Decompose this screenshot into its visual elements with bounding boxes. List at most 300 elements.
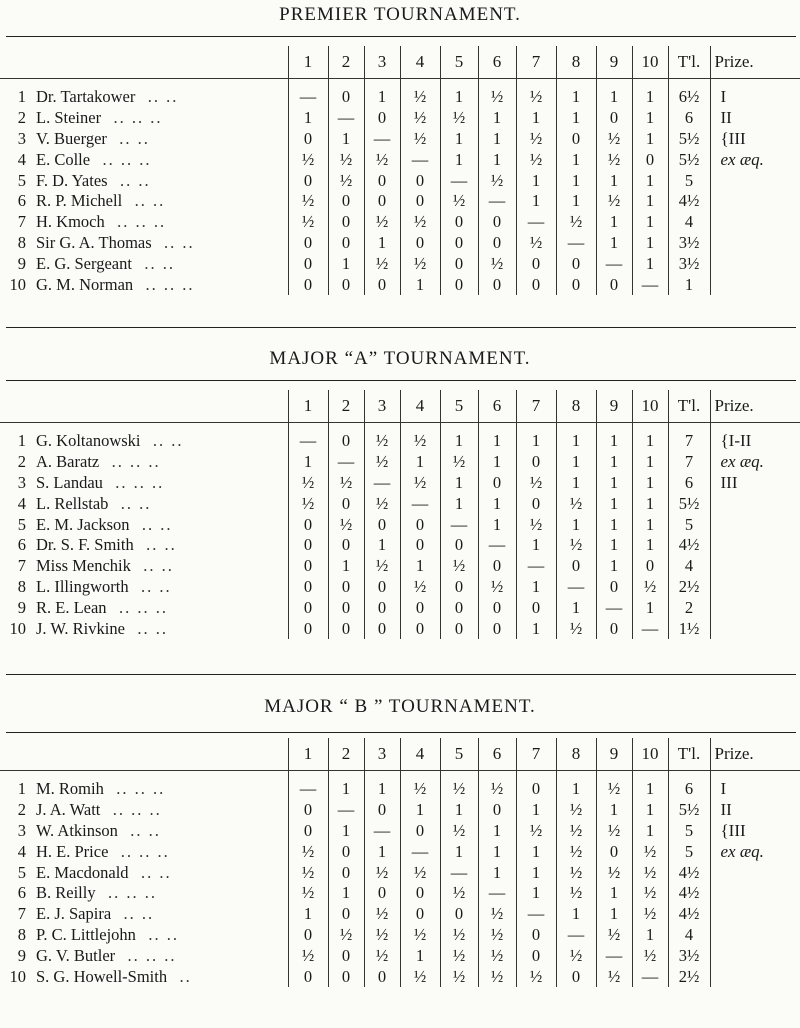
result-cell: ½: [288, 473, 328, 494]
player-number: 2: [17, 452, 26, 472]
result-cell: —: [400, 841, 440, 862]
player-number: 3: [17, 472, 26, 492]
column-header: 5: [440, 46, 478, 79]
result-cell: —: [632, 966, 668, 987]
result-cell: 0: [328, 618, 364, 639]
player-cell: [0, 883, 288, 904]
total-cell: 5: [668, 841, 710, 862]
result-cell: ½: [288, 841, 328, 862]
total-cell: 4½: [668, 904, 710, 925]
table-row: [0, 556, 800, 577]
result-cell: 1: [596, 452, 632, 473]
result-cell: ½: [440, 925, 478, 946]
table-row: [0, 473, 800, 494]
result-cell: —: [364, 473, 400, 494]
header-blank-cell: [0, 390, 288, 423]
result-cell: 0: [288, 535, 328, 556]
prize-cell: {III: [710, 821, 800, 842]
result-cell: —: [596, 253, 632, 274]
result-cell: 0: [440, 618, 478, 639]
result-cell: ½: [328, 149, 364, 170]
result-cell: ½: [364, 925, 400, 946]
result-cell: ½: [440, 556, 478, 577]
player-name: J. A. Watt: [36, 800, 101, 820]
result-cell: ½: [400, 925, 440, 946]
result-cell: 0: [328, 274, 364, 295]
result-cell: 1: [400, 452, 440, 473]
total-cell: 5: [668, 170, 710, 191]
result-cell: 0: [440, 233, 478, 254]
prize-cell: [710, 883, 800, 904]
column-header: Prize.: [710, 738, 800, 771]
result-cell: ½: [328, 473, 364, 494]
result-cell: ½: [364, 904, 400, 925]
player-number: 4: [17, 841, 26, 861]
player-name: Dr. Tartakower: [36, 87, 136, 107]
result-cell: 1: [440, 87, 478, 108]
table-row: [0, 821, 800, 842]
result-cell: ½: [440, 108, 478, 129]
leader-dots: .. .. ..: [127, 945, 177, 965]
result-cell: ½: [288, 212, 328, 233]
result-cell: —: [400, 493, 440, 514]
result-cell: —: [478, 535, 516, 556]
total-cell: 4: [668, 925, 710, 946]
player-cell: [0, 577, 288, 598]
result-cell: ½: [328, 170, 364, 191]
result-cell: 0: [478, 800, 516, 821]
column-header: 10: [632, 46, 668, 79]
result-cell: 1: [556, 473, 596, 494]
result-cell: 0: [440, 253, 478, 274]
spacer-row: [0, 771, 800, 780]
total-cell: 4½: [668, 883, 710, 904]
result-cell: 1: [364, 535, 400, 556]
player-name: R. E. Lean: [36, 597, 107, 617]
result-cell: 0: [440, 535, 478, 556]
result-cell: ½: [400, 253, 440, 274]
column-header: 2: [328, 390, 364, 423]
player-name: B. Reilly: [36, 883, 96, 903]
result-cell: 1: [328, 556, 364, 577]
result-cell: 0: [400, 618, 440, 639]
result-cell: 1: [516, 191, 556, 212]
result-cell: 1: [632, 253, 668, 274]
result-cell: 1: [632, 452, 668, 473]
result-cell: ½: [364, 556, 400, 577]
player-cell: [0, 862, 288, 883]
column-header: 8: [556, 738, 596, 771]
result-cell: 0: [364, 191, 400, 212]
result-cell: ½: [632, 841, 668, 862]
result-cell: 0: [596, 108, 632, 129]
leader-dots: .. ..: [152, 431, 184, 451]
result-cell: ½: [596, 966, 632, 987]
column-header: 2: [328, 738, 364, 771]
result-cell: —: [632, 274, 668, 295]
total-cell: 3½: [668, 945, 710, 966]
result-cell: —: [364, 129, 400, 150]
result-cell: 0: [632, 149, 668, 170]
prize-cell: [710, 618, 800, 639]
result-cell: 0: [328, 577, 364, 598]
player-cell: [0, 618, 288, 639]
header-blank-cell: [0, 738, 288, 771]
result-cell: —: [516, 904, 556, 925]
result-cell: ½: [400, 108, 440, 129]
player-name: F. D. Yates: [36, 170, 108, 190]
result-cell: ½: [440, 779, 478, 800]
result-cell: 0: [632, 556, 668, 577]
result-cell: 0: [288, 274, 328, 295]
leader-dots: .. ..: [140, 576, 172, 596]
player-number: 7: [17, 556, 26, 576]
table-row: [0, 274, 800, 295]
result-cell: ½: [364, 212, 400, 233]
result-cell: 1: [632, 108, 668, 129]
column-header: 7: [516, 390, 556, 423]
result-cell: ½: [288, 945, 328, 966]
result-cell: 0: [556, 274, 596, 295]
result-cell: 0: [328, 431, 364, 452]
player-name: L. Rellstab: [36, 493, 109, 513]
player-name: E. Colle: [36, 149, 91, 169]
result-cell: 0: [288, 577, 328, 598]
player-number: 5: [17, 514, 26, 534]
table-row: [0, 904, 800, 925]
result-cell: 1: [440, 841, 478, 862]
table-row: [0, 862, 800, 883]
result-cell: 1: [632, 800, 668, 821]
result-cell: ½: [288, 862, 328, 883]
result-cell: 0: [478, 473, 516, 494]
leader-dots: .. .. ..: [107, 883, 157, 903]
table-row: [0, 597, 800, 618]
result-cell: ½: [632, 862, 668, 883]
result-cell: ½: [364, 493, 400, 514]
player-number: 10: [9, 274, 26, 294]
player-name: G. V. Butler: [36, 945, 116, 965]
result-cell: 1: [632, 129, 668, 150]
player-cell: [0, 800, 288, 821]
player-cell: [0, 821, 288, 842]
spacer-row: [0, 423, 800, 432]
player-number: 1: [17, 431, 26, 451]
leader-dots: .. ..: [147, 87, 179, 107]
result-cell: 0: [364, 597, 400, 618]
table-row: [0, 493, 800, 514]
result-cell: 1: [556, 87, 596, 108]
result-cell: 1: [440, 149, 478, 170]
results-table: [0, 390, 800, 639]
result-cell: 0: [478, 274, 516, 295]
result-cell: —: [440, 170, 478, 191]
result-cell: 0: [556, 129, 596, 150]
player-name: P. C. Littlejohn: [36, 924, 136, 944]
result-cell: 0: [288, 556, 328, 577]
result-cell: 1: [400, 556, 440, 577]
result-cell: ½: [400, 431, 440, 452]
result-cell: ½: [288, 493, 328, 514]
result-cell: 0: [328, 862, 364, 883]
result-cell: 1: [556, 431, 596, 452]
result-cell: 0: [288, 170, 328, 191]
result-cell: 1: [478, 493, 516, 514]
result-cell: ½: [364, 253, 400, 274]
result-cell: 0: [516, 452, 556, 473]
table-header-row: [0, 390, 800, 423]
result-cell: 1: [440, 431, 478, 452]
table-row: [0, 212, 800, 233]
result-cell: ½: [516, 821, 556, 842]
result-cell: 1: [288, 452, 328, 473]
result-cell: 0: [516, 274, 556, 295]
result-cell: 0: [288, 233, 328, 254]
prize-cell: I: [710, 779, 800, 800]
result-cell: 0: [400, 233, 440, 254]
result-cell: 0: [556, 556, 596, 577]
result-cell: 1: [440, 473, 478, 494]
player-name: H. E. Price: [36, 841, 109, 861]
result-cell: ½: [364, 149, 400, 170]
column-header: 1: [288, 390, 328, 423]
player-number: 5: [17, 170, 26, 190]
column-header: 6: [478, 46, 516, 79]
result-cell: 1: [556, 149, 596, 170]
result-cell: 1: [632, 170, 668, 191]
result-cell: 0: [288, 821, 328, 842]
result-cell: 1: [516, 841, 556, 862]
prize-cell: [710, 945, 800, 966]
result-cell: —: [328, 452, 364, 473]
result-cell: —: [596, 945, 632, 966]
result-cell: ½: [364, 431, 400, 452]
leader-dots: .. ..: [141, 514, 173, 534]
result-cell: ½: [556, 212, 596, 233]
result-cell: ½: [516, 514, 556, 535]
player-cell: [0, 904, 288, 925]
table-row: [0, 514, 800, 535]
result-cell: ½: [556, 883, 596, 904]
result-cell: 1: [516, 800, 556, 821]
result-cell: 0: [478, 597, 516, 618]
result-cell: 1: [516, 170, 556, 191]
result-cell: 1: [478, 431, 516, 452]
column-header: 6: [478, 390, 516, 423]
column-header: 4: [400, 46, 440, 79]
result-cell: 0: [288, 129, 328, 150]
result-cell: 1: [516, 862, 556, 883]
leader-dots: .. .. ..: [113, 108, 163, 128]
total-cell: 4½: [668, 191, 710, 212]
player-cell: [0, 473, 288, 494]
leader-dots: .. ..: [144, 253, 175, 273]
result-cell: 1: [364, 233, 400, 254]
total-cell: 4: [668, 556, 710, 577]
result-cell: 0: [400, 883, 440, 904]
result-cell: ½: [478, 966, 516, 987]
result-cell: 1: [632, 473, 668, 494]
leader-dots: .. ..: [123, 904, 155, 924]
result-cell: ½: [400, 129, 440, 150]
result-cell: —: [288, 87, 328, 108]
prize-cell: II: [710, 108, 800, 129]
result-cell: 1: [328, 253, 364, 274]
player-cell: [0, 212, 288, 233]
total-cell: 6½: [668, 87, 710, 108]
player-name: J. W. Rivkine: [36, 618, 125, 638]
player-cell: [0, 925, 288, 946]
total-cell: 4: [668, 212, 710, 233]
leader-dots: .. ..: [148, 924, 179, 944]
total-cell: 4½: [668, 862, 710, 883]
result-cell: 1: [364, 779, 400, 800]
player-name: M. Romih: [36, 779, 104, 799]
result-cell: 0: [288, 618, 328, 639]
result-cell: ½: [440, 966, 478, 987]
result-cell: 0: [516, 493, 556, 514]
column-header: 3: [364, 390, 400, 423]
leader-dots: .. ..: [164, 232, 195, 252]
total-cell: 5½: [668, 800, 710, 821]
total-cell: 2½: [668, 577, 710, 598]
player-cell: [0, 556, 288, 577]
player-number: 8: [17, 576, 26, 596]
result-cell: 1: [516, 535, 556, 556]
result-cell: 0: [400, 904, 440, 925]
result-cell: ½: [400, 577, 440, 598]
tournament-title: MAJOR “A” TOURNAMENT.: [269, 348, 531, 369]
total-cell: 3½: [668, 233, 710, 254]
column-header: 5: [440, 738, 478, 771]
total-cell: 5: [668, 514, 710, 535]
prize-cell: ex æq.: [710, 452, 800, 473]
result-cell: 1: [288, 108, 328, 129]
player-name: W. Atkinson: [36, 820, 118, 840]
result-cell: ½: [516, 129, 556, 150]
result-cell: 0: [328, 535, 364, 556]
result-cell: 1: [596, 431, 632, 452]
result-cell: —: [478, 883, 516, 904]
player-name: H. Kmoch: [36, 212, 105, 232]
result-cell: 0: [556, 253, 596, 274]
result-cell: 1: [440, 493, 478, 514]
player-name: G. Koltanowski: [36, 431, 141, 451]
result-cell: 1: [364, 87, 400, 108]
result-cell: 0: [288, 514, 328, 535]
column-header: 7: [516, 738, 556, 771]
result-cell: 0: [400, 170, 440, 191]
result-cell: 0: [400, 597, 440, 618]
result-cell: ½: [596, 862, 632, 883]
column-header: T'l.: [668, 390, 710, 423]
player-number: 3: [17, 128, 26, 148]
result-cell: ½: [478, 87, 516, 108]
column-header: 1: [288, 738, 328, 771]
player-name: E. M. Jackson: [36, 514, 130, 534]
player-number: 9: [17, 597, 26, 617]
player-number: 8: [17, 924, 26, 944]
table-row: [0, 925, 800, 946]
player-number: 6: [17, 191, 26, 211]
result-cell: —: [288, 431, 328, 452]
result-cell: 1: [632, 597, 668, 618]
result-cell: —: [440, 862, 478, 883]
result-cell: 0: [328, 841, 364, 862]
player-name: L. Illingworth: [36, 576, 129, 596]
table-row: [0, 618, 800, 639]
result-cell: 1: [478, 514, 516, 535]
result-cell: 0: [478, 212, 516, 233]
result-cell: ½: [478, 904, 516, 925]
leader-dots: .. ..: [137, 618, 168, 638]
leader-dots: .. .. ..: [145, 274, 195, 294]
result-cell: 0: [288, 925, 328, 946]
result-cell: ½: [400, 966, 440, 987]
leader-dots: .. ..: [143, 556, 174, 576]
result-cell: ½: [516, 149, 556, 170]
result-cell: 1: [516, 883, 556, 904]
player-number: 10: [9, 966, 26, 986]
result-cell: —: [478, 191, 516, 212]
player-cell: [0, 431, 288, 452]
result-cell: 1: [400, 945, 440, 966]
result-cell: 1: [632, 925, 668, 946]
result-cell: 0: [328, 212, 364, 233]
result-cell: 1: [328, 129, 364, 150]
total-cell: 1: [668, 274, 710, 295]
result-cell: 1: [556, 191, 596, 212]
prize-cell: [710, 493, 800, 514]
player-name: Miss Menchik: [36, 556, 131, 576]
player-cell: [0, 966, 288, 987]
result-cell: ½: [478, 253, 516, 274]
total-cell: 4½: [668, 535, 710, 556]
result-cell: 1: [516, 577, 556, 598]
result-cell: ½: [328, 925, 364, 946]
leader-dots: .. ..: [146, 535, 177, 555]
result-cell: 1: [632, 493, 668, 514]
result-cell: 1: [556, 170, 596, 191]
player-number: 6: [17, 883, 26, 903]
result-cell: ½: [288, 883, 328, 904]
leader-dots: .. .. ..: [118, 597, 168, 617]
result-cell: 0: [516, 597, 556, 618]
table-row: [0, 87, 800, 108]
result-cell: 0: [288, 966, 328, 987]
column-header: 9: [596, 46, 632, 79]
table-row: [0, 883, 800, 904]
divider: [6, 674, 796, 675]
result-cell: 0: [288, 253, 328, 274]
table-row: [0, 129, 800, 150]
leader-dots: .. ..: [134, 191, 166, 211]
leader-dots: .. ..: [130, 820, 161, 840]
result-cell: 0: [328, 233, 364, 254]
result-cell: 0: [440, 274, 478, 295]
result-cell: 1: [516, 108, 556, 129]
result-cell: 1: [478, 452, 516, 473]
player-name: Dr. S. F. Smith: [36, 535, 134, 555]
result-cell: ½: [328, 514, 364, 535]
result-cell: 1: [596, 493, 632, 514]
player-name: S. Landau: [36, 472, 103, 492]
result-cell: 0: [596, 841, 632, 862]
result-cell: ½: [556, 821, 596, 842]
result-cell: ½: [632, 945, 668, 966]
result-cell: 1: [400, 800, 440, 821]
player-name: Sir G. A. Thomas: [36, 232, 152, 252]
